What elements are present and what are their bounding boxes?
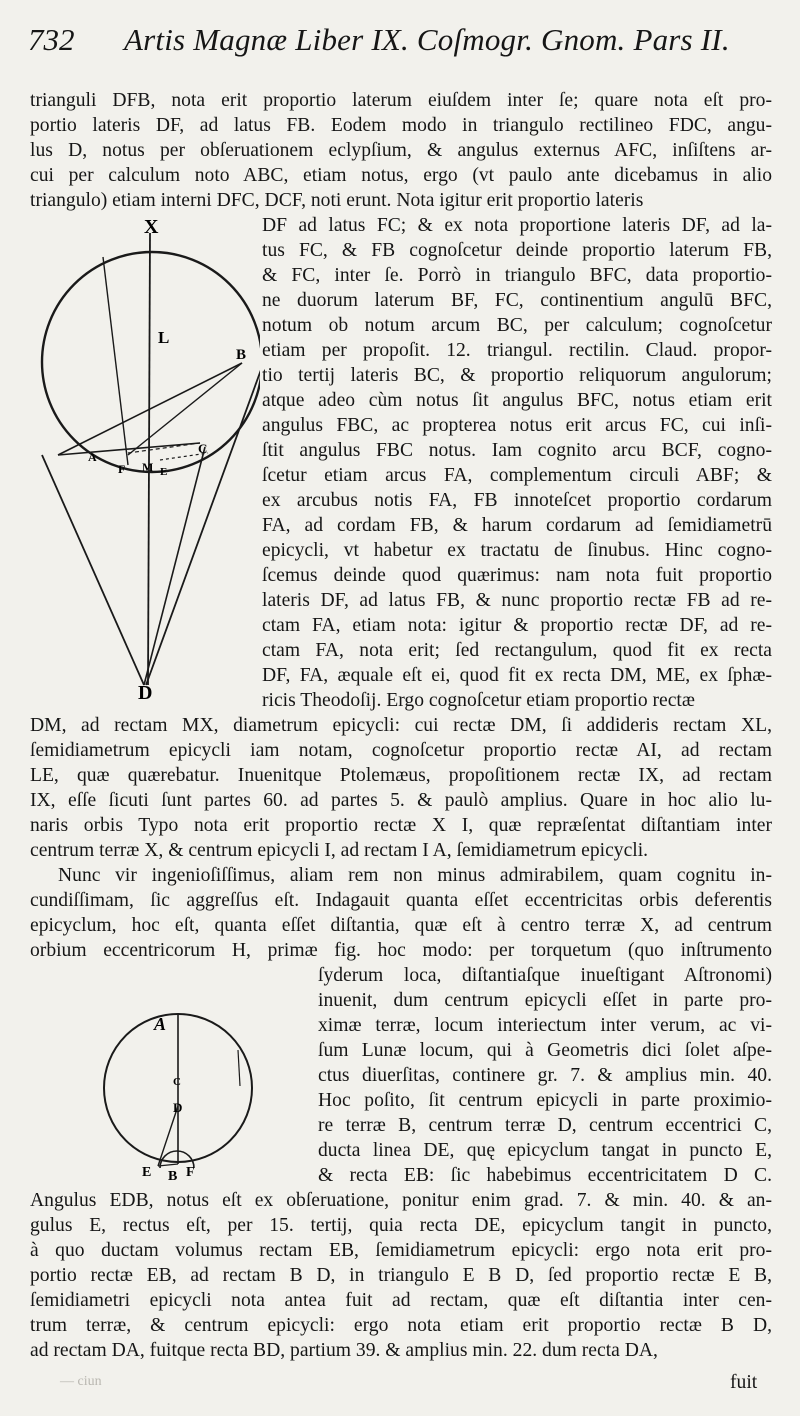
text-line: angulus FBC, ac propterea notus erit arcus FC, cui inſi- [262,415,772,436]
text-line: atque adeo cùm notus ſit angulus BFC, notus etiam erit [262,390,772,411]
text-line: triangulo) etiam interni DFC, DCF, noti erunt. Nota igitur erit proportio lateris [30,190,644,211]
text-line: ximæ terræ, locum interiectum inter verum, ac vi- [318,1015,772,1036]
text-line: & FC, inter ſe. Porrò in triangulo BFC, data proportio- [262,265,772,286]
text-line: Nunc vir ingenioſiſſimus, aliam rem non minus admirabilem, quam cognitu in- [58,865,772,886]
text-line: FA, ad cordam FB, & harum cordarum ad ſemidiametrū [262,515,772,536]
chord-L [103,257,128,465]
label-E: E [142,1165,152,1180]
line-C-D [144,447,205,685]
text-line: ſcetur etiam arcus FA, complementum circuli ABF; & [262,465,772,486]
text-line: ctus diuerſitas, continere gr. 7. & amplius min. 40. [318,1065,772,1086]
chord-F-B [128,363,242,455]
epicycle-circle [42,252,260,472]
epicycle-cone-figure [30,215,260,705]
text-line: ſum Lunæ locum, qui à Geometris dici ſolet aſpe- [318,1040,772,1061]
text-line: ſemidiametrum epicycli iam notam, cognoſcetur proportio rectæ AI, ad rectam [30,740,772,761]
text-line: inuenit, dum centrum epicycli eſſet in parte pro- [318,990,772,1011]
text-line: etiam per propoſit. 12. triangul. rectilin. Claud. propor- [262,340,772,361]
text-line: notum ob notum arcum BC, per calculum; cognoſcetur [262,315,772,336]
page-number: 732 [28,22,75,57]
text-line: ſcemus deinde quod quærimus: nam nota fuit proportio [262,565,772,586]
text-line: ſtit angulus FBC notus. Iam cognito arcu BCF, cogno- [262,440,772,461]
text-line: ſyderum loca, diſtantiaſque inueſtigant Aſtronomi) [318,965,772,986]
text-line: orbium eccentricorum H, primæ fig. hoc modo: per torquetum (quo inſtrumento [30,940,772,961]
text-line: & recta EB: ſic habebimus eccentricitatem D C. [318,1165,772,1186]
label-X: X [144,216,159,238]
text-line: tio tertij lateris BC, & proportio reliquorum angulorum; [262,365,772,386]
text-line: tus FC, & FB cognoſcetur deinde proportio laterum FB, [262,240,772,261]
label-D: D [173,1100,183,1115]
eccentricity-figure [88,1010,284,1186]
text-line: ne duorum laterum BF, FC, continentium angulū BFC, [262,290,772,311]
bottom-mark: — ciun [60,1374,102,1389]
text-line: epicyclum, hoc eſt, quanta eſſet diſtantia, quæ eſt à centro terræ X, ad centrum [30,915,772,936]
text-line: IX, eſſe ſicuti ſunt partes 60. ad partes 5. & paulò amplius. Quare in hoc alio lu- [30,790,772,811]
text-line: trum terræ, & centrum epicycli: ergo nota etiam erit proportio rectæ B D, [30,1315,772,1336]
text-line: ad rectam DA, fuitque recta BD, partium 39. & amplius min. 22. dum recta DA, [30,1340,658,1361]
text-line: centrum terræ X, & centrum epicycli I, ad rectam I A, ſemidiametrum epicycli. [30,840,649,861]
text-line: gulus E, rectus eſt, per 15. tertij, quia recta DE, epicyclum tangit in puncto, [30,1215,772,1236]
text-line: cui per calculum noto ABC, etiam notus, ergo (vt paulo ante dicebamus in alio [30,165,772,186]
label-B: B [236,347,247,363]
text-line: lus D, notus per obſeruationem eclypſium, & angulus externus AFC, inſiſtens ar- [30,140,772,161]
text-line: trianguli DFB, nota erit proportio laterum eiuſdem inter ſe; quare nota eſt pro- [30,90,772,111]
text-line: Angulus EDB, notus eſt ex obſeruatione, ponitur enim grad. 7. & min. 40. & an- [30,1190,772,1211]
text-line: DF ad latus FC; & ex nota proportione lateris DF, ad la- [262,215,772,236]
text-line: ducta linea DE, quę epicyclum tangat in puncto E, [318,1140,772,1161]
label-B: B [168,1169,178,1184]
text-line: ricis Theodoſij. Ergo cognoſcetur etiam proportio rectæ [262,690,695,711]
label-F: F [186,1165,195,1180]
text-line: portio lateris DF, ad latus FB. Eodem modo in triangulo rectilineo FDC, angu- [30,115,772,136]
line-D-E [158,1106,178,1166]
page-header [28,18,768,62]
text-line: DF, FA, æquale eſt ei, quod fit ex recta DM, ME, ex ſphæ- [262,665,772,686]
label-A: A [154,1014,167,1034]
cone-left-edge [42,455,144,685]
text-line: LE, quæ quærebatur. Inuenitque Ptolemæus, propoſitionem rectæ IX, ad rectam [30,765,772,786]
text-line: Hoc poſito, ſit centrum epicycli in parte proximio- [318,1090,772,1111]
text-line: ctam FA, etiam nota: igitur & proportio rectæ DF, ad re- [262,615,772,636]
text-line: DM, ad rectam MX, diametrum epicycli: cui rectæ DM, ſi addideris rectam XL, [30,715,772,736]
text-line: ſemidiametri epicycli nota antea fuit ad rectam, quæ eſt diſtantia inter cen- [30,1290,772,1311]
catchword: fuit [730,1372,758,1393]
text-line: epicycli, vt habetur ex tractatu de ſinubus. Hinc cogno- [262,540,772,561]
text-line: ctam FA, nota erit; ſed rectangulum, quod fit ex recta [262,640,772,661]
label-L: L [158,328,170,347]
line-X-D [148,233,150,685]
label-A: A [88,450,97,464]
label-C: C [173,1076,181,1088]
label-E: E [160,466,168,478]
label-C: C [198,441,208,456]
cone-right-edge [146,367,260,685]
text-line: re terræ B, centrum terræ D, centrum eccentrici C, [318,1115,772,1136]
arrow-mark [238,1050,240,1086]
label-M: M [142,460,154,474]
label-D: D [138,682,153,704]
running-head: Artis Magnæ Liber IX. Coſmogr. Gnom. Pars II. [124,22,730,57]
text-line: à quo ductam volumus rectam EB, ſemidiametrum epicycli: ergo nota erit pro- [30,1240,772,1261]
text-line: lateris DF, ad latus FB, & nunc proportio rectæ FB ad re- [262,590,772,611]
text-line: cundiſſimam, ſic aggreſſus eſt. Indagauit quanta eſſet eccentricitas orbis deferentis [30,890,772,911]
text-line: naris orbis Typo nota erit proportio rectæ X I, quæ repræſentat diſtantiam inter [30,815,772,836]
label-F: F [118,462,126,476]
text-line: portio rectæ EB, ad rectam B D, in triangulo E B D, ſed proportio rectæ E B, [30,1265,772,1286]
text-line: ex arcubus notis FA, FB innoteſcet proportio cordarum [262,490,772,511]
